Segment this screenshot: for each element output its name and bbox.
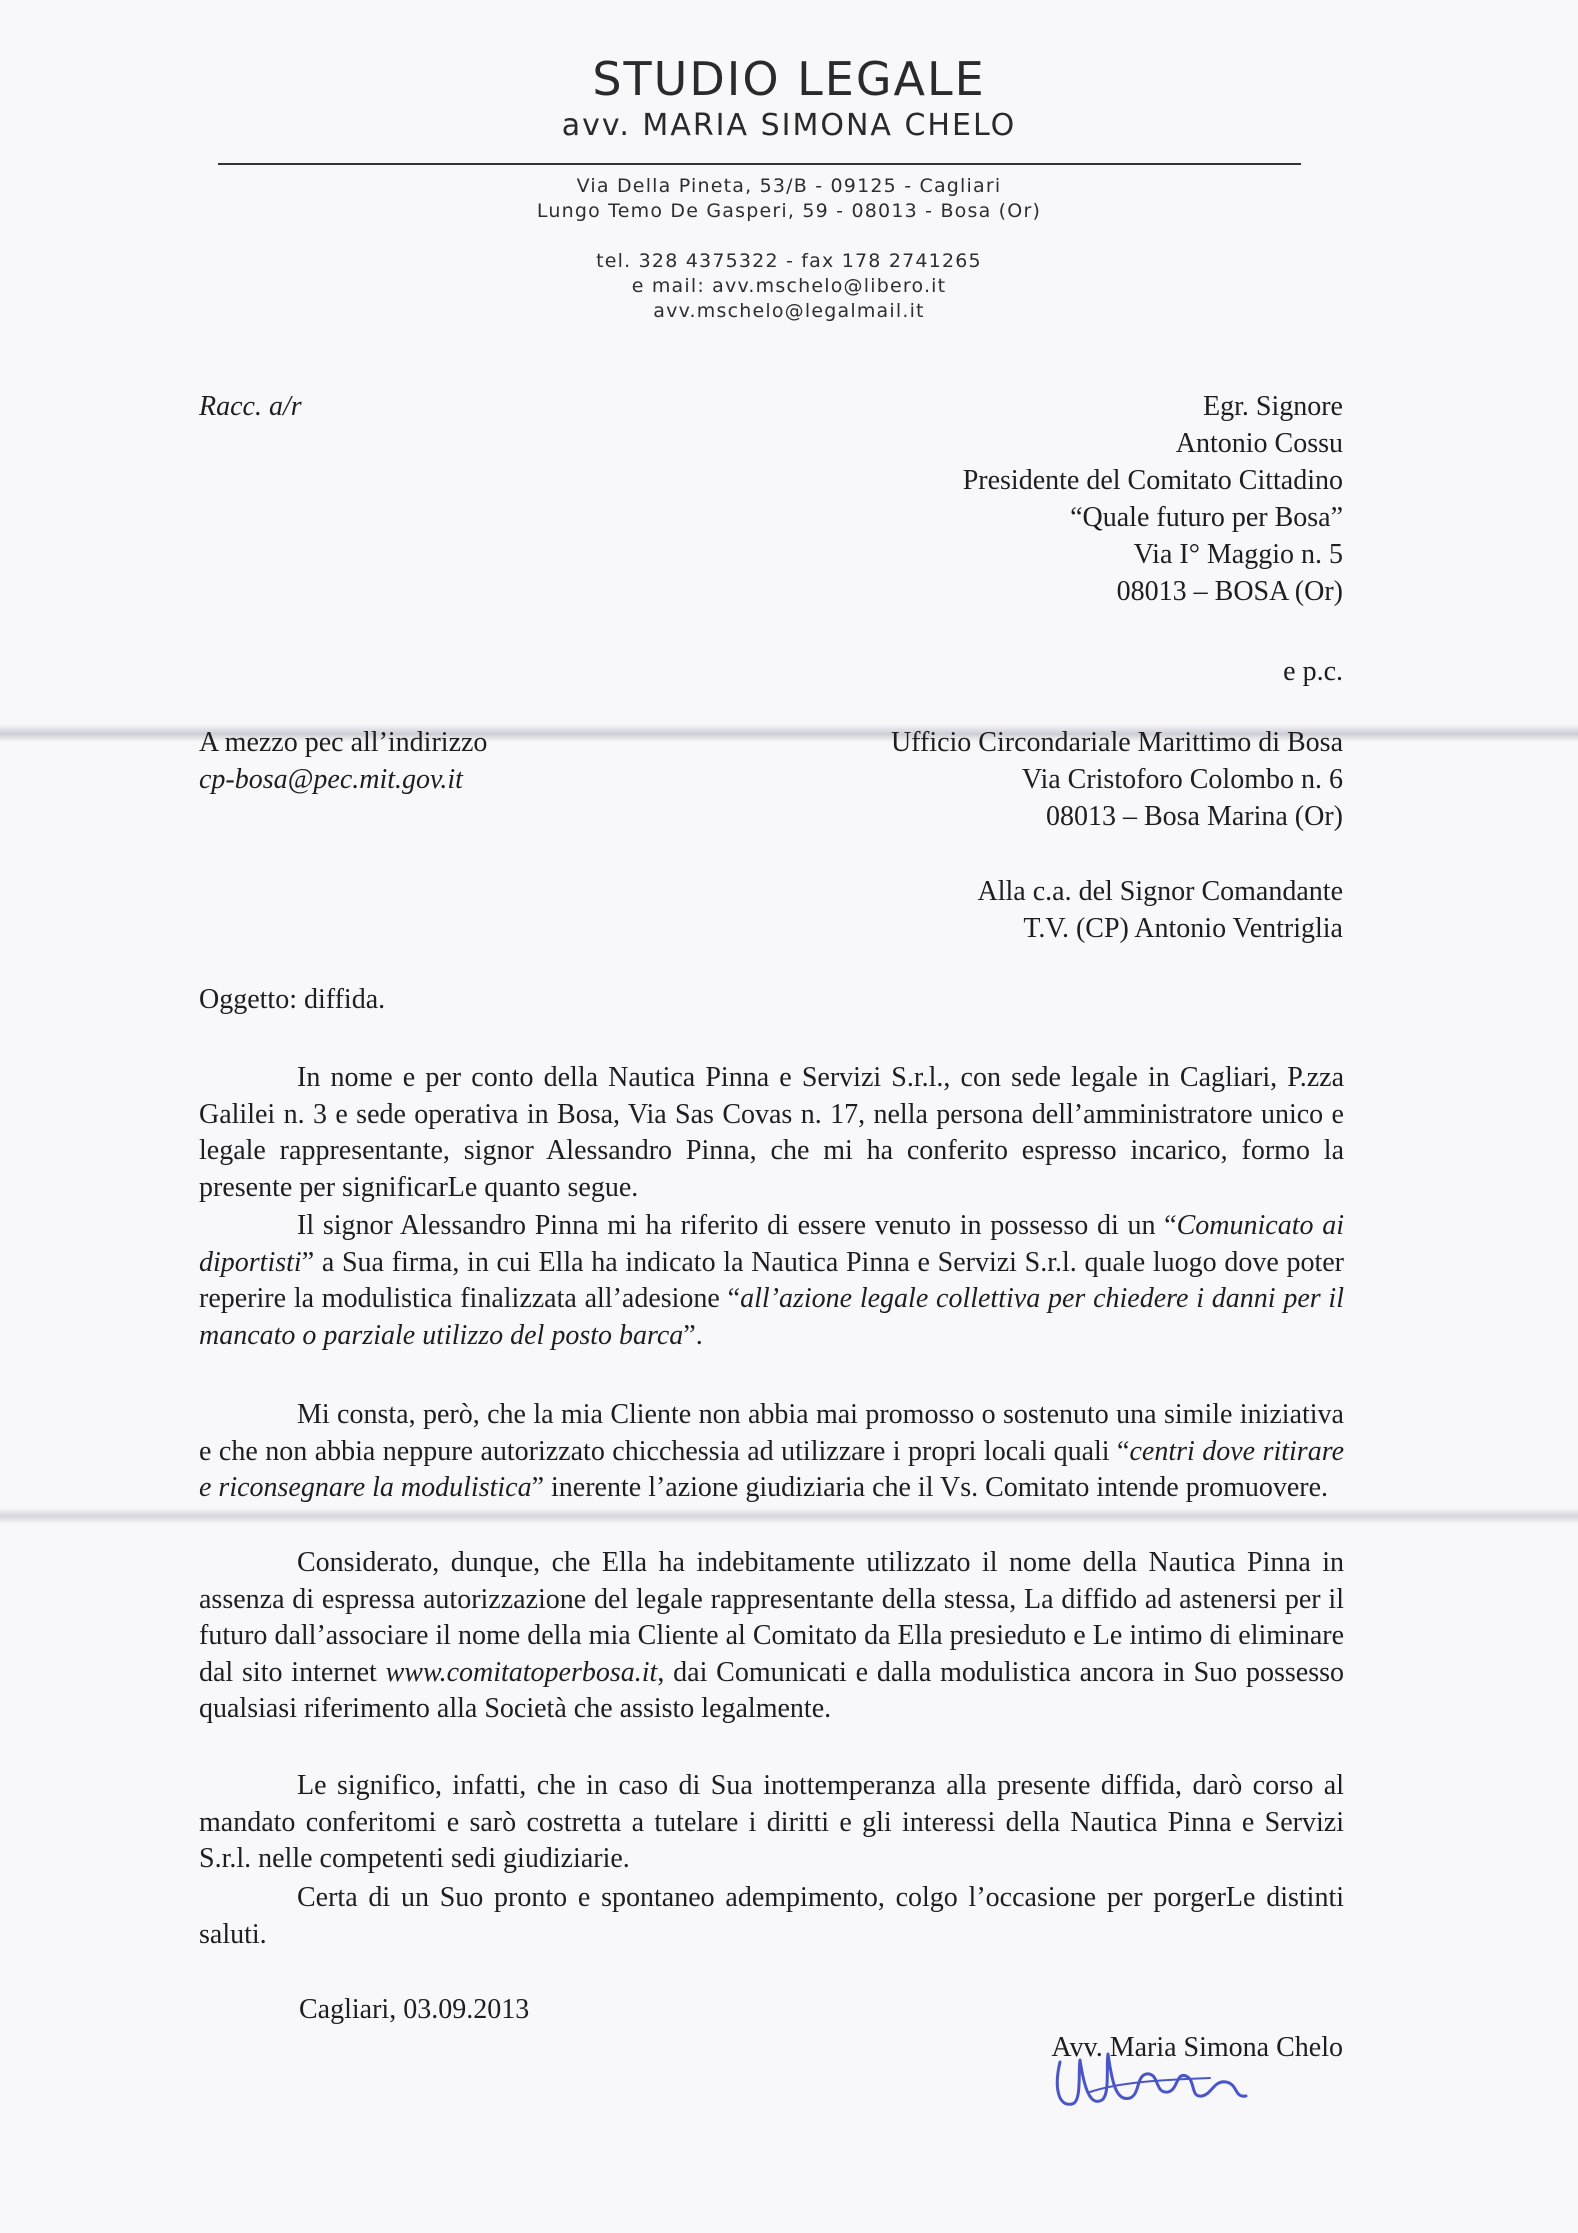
paragraph-4-text-c: , dai Comunicati e dalla modulistica ancora in Suo possesso qualsiasi riferimento alla Società che assisto legalmente. (199, 1656, 1344, 1724)
paragraph-4-text-a: Considerato, dunque, che Ella ha indebitamente utilizzato il nome della Nautica Pinna in assenza di espressa autorizzazione del legale rappresentante della stessa, La diffido ad astenersi per il futuro dall’associare il nome della mia Cliente al Comitato da Ella presieduto e Le intimo di eliminare dal sito internet (199, 1547, 1344, 1688)
recipient-street: Via I° Maggio n. 5 (1133, 539, 1343, 570)
body-paragraph-4 (199, 1545, 1344, 1728)
delivery-mode: Racc. a/r (199, 391, 302, 422)
letterhead-address-cagliari: Via Della Pineta, 53/B - 09125 - Cagliari (576, 175, 1002, 197)
paragraph-2-text-c: ” a Sua firma, in cui Ella ha indicato la Nautica Pinna e Servizi S.r.l. quale luogo dove poter reperire la modulistica finalizzata all’adesione “ (199, 1246, 1344, 1314)
handwritten-signature (1050, 2032, 1260, 2122)
paragraph-4-website: www.comitatoperbosa.it (385, 1656, 658, 1688)
letter-subject: Oggetto: diffida. (199, 984, 386, 1015)
cc-recipient-attention: Alla c.a. del Signor Comandante (977, 876, 1343, 907)
paragraph-2-text-a: Il signor Alessandro Pinna mi ha riferito di essere venuto in possesso di un “ (297, 1210, 1177, 1241)
recipient-name: Antonio Cossu (1175, 428, 1343, 459)
cc-recipient-city: 08013 – Bosa Marina (Or) (1045, 801, 1343, 832)
letterhead-lawyer-name: avv. MARIA SIMONA CHELO (561, 108, 1017, 143)
paragraph-3-text-c: ” inerente l’azione giudiziaria che il Vs. Comitato intende promuovere. (531, 1472, 1329, 1503)
pec-label: A mezzo pec all’indirizzo (199, 727, 488, 758)
cc-label: e p.c. (1283, 656, 1343, 687)
pec-address: cp-bosa@pec.mit.gov.it (199, 764, 463, 795)
recipient-city: 08013 – BOSA (Or) (1116, 576, 1343, 607)
paragraph-3-text-a: Mi consta, però, che la mia Cliente non abbia mai promosso o sostenuto una simile iniziativa e che non abbia neppure autorizzato chicchessia ad utilizzare i propri locali quali “ (199, 1399, 1344, 1467)
letterhead-title: STUDIO LEGALE (592, 52, 986, 106)
body-paragraph-6: Certa di un Suo pronto e spontaneo adempimento, colgo l’occasione per porgerLe distinti saluti. (199, 1882, 1344, 1950)
recipient-role: Presidente del Comitato Cittadino (962, 465, 1343, 496)
body-paragraph-1: In nome e per conto della Nautica Pinna e Servizi S.r.l., con sede legale in Cagliari, P.zza Galilei n. 3 e sede operativa in Bosa, Via Sas Covas n. 17, nella persona dell’amministratore unico e legale rappresentante, signor Alessandro Pinna, che mi ha conferito espresso incarico, formo la presente per significarLe quanto segue. (199, 1062, 1344, 1203)
signatory-name: Avv. Maria Simona Chelo (1051, 2032, 1343, 2063)
paragraph-2-quote-action: all’azione legale collettiva per chiedere i danni per il mancato o parziale utilizzo del posto barca (199, 1283, 1344, 1351)
body-paragraph-5: Le significo, infatti, che in caso di Sua inottemperanza alla presente diffida, darò corso al mandato conferitomi e sarò costretta a tutelare i diritti e gli interessi della Nautica Pinna e Servizi S.r.l. nelle competenti sedi giudiziarie. (199, 1770, 1344, 1874)
paragraph-2-text-e: ”. (683, 1319, 703, 1351)
cc-recipient-street: Via Cristoforo Colombo n. 6 (1021, 764, 1343, 795)
letterhead-email: e mail: avv.mschelo@libero.it (631, 275, 947, 297)
recipient-committee: “Quale futuro per Bosa” (1070, 502, 1343, 533)
letterhead-address-bosa: Lungo Temo De Gasperi, 59 - 08013 - Bosa (Or) (536, 200, 1042, 222)
letterhead-divider (218, 163, 1301, 165)
letterhead-phone-fax: tel. 328 4375322 - fax 178 2741265 (596, 250, 982, 272)
recipient-salutation: Egr. Signore (1203, 391, 1343, 422)
cc-recipient-office: Ufficio Circondariale Marittimo di Bosa (890, 727, 1343, 758)
place-and-date: Cagliari, 03.09.2013 (299, 1994, 530, 2025)
cc-recipient-commander: T.V. (CP) Antonio Ventriglia (1023, 913, 1343, 944)
body-paragraph-2 (199, 1208, 1344, 1354)
paragraph-2-quote-communique: Comunicato ai diportisti (199, 1210, 1344, 1278)
body-paragraph-3 (199, 1397, 1344, 1507)
paragraph-3-quote-centers: centri dove ritirare e riconsegnare la modulistica (199, 1435, 1344, 1503)
letterhead-pec-email: avv.mschelo@legalmail.it (653, 300, 925, 322)
